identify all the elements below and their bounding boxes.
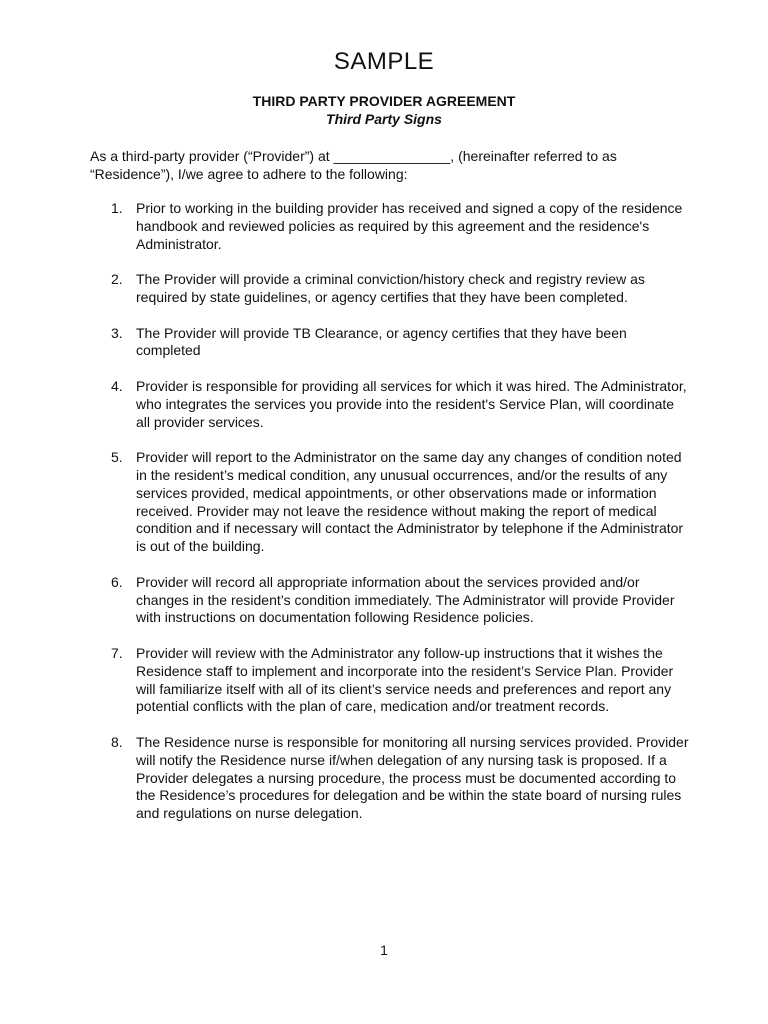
term-item (90, 734, 690, 823)
term-text: Provider will report to the Administrator on the same day any changes of condition noted in the resident’s medical condition, any unusual occurrences, and/or the results of any services provided, medical appointments, or other observations made or information received. Provider may not leave the residence without making the report of medical condition and if necessary will contact the Administrator by telephone if the Administrator is out of the building. (136, 449, 684, 555)
sample-watermark-title: SAMPLE (333, 48, 435, 75)
term-item (90, 200, 690, 253)
term-item (90, 378, 690, 431)
term-number: 2. (111, 271, 123, 288)
term-number: 4. (111, 377, 123, 394)
term-text: The Provider will provide a criminal conviction/history check and registry review as required by state guidelines, or agency certifies that they have been completed. (136, 271, 645, 305)
agreement-subtitle: Third Party Signs (326, 111, 442, 127)
term-text: Provider will review with the Administrator any follow-up instructions that it wishes the Residence staff to implement and incorporate into the resident’s Service Plan. Provider will familiarize itself with all of its client’s service needs and preferences and report any potential conflicts with the plan of care, medication and/or treatment records. (136, 644, 674, 715)
term-number: 6. (111, 573, 123, 590)
term-item (90, 449, 690, 556)
term-text: The Provider will provide TB Clearance, or agency certifies that they have been completed (136, 324, 627, 359)
term-text: Prior to working in the building provider has received and signed a copy of the residence handbook and reviewed policies as required by this agreement and the residence's Administrator. (136, 200, 683, 252)
term-item (90, 574, 690, 627)
term-number: 8. (111, 733, 123, 750)
term-number: 5. (111, 449, 123, 466)
term-text: Provider is responsible for providing all services for which it was hired. The Administrator, who integrates the services you provide into the resident's Service Plan, will coordinate all provider services. (136, 377, 687, 430)
term-text: The Residence nurse is responsible for monitoring all nursing services provided. Provider will notify the Residence nurse if/when delegation of any nursing task is proposed. If a Provider delegates a nursing procedure, the process must be documented according to the Residence’s procedures for delegation and be within the state board of nursing rules and regulations on nurse delegation. (136, 733, 689, 822)
term-number: 7. (111, 644, 123, 661)
page-number: 1 (380, 942, 388, 958)
terms-list (90, 200, 690, 841)
intro-paragraph: As a third-party provider (“Provider”) at _______________, (hereinafter referred to as “Residence”), I/we agree to adhere to the following: (90, 148, 617, 182)
term-item (90, 325, 690, 361)
term-number: 3. (111, 324, 123, 341)
term-item (90, 271, 690, 307)
term-text: Provider will record all appropriate information about the services provided and/or changes in the resident’s condition immediately. The Administrator will provide Provider with instructions on documentation following Residence policies. (136, 573, 675, 626)
term-number: 1. (111, 200, 123, 216)
term-item (90, 645, 690, 716)
agreement-title: THIRD PARTY PROVIDER AGREEMENT (252, 93, 516, 109)
